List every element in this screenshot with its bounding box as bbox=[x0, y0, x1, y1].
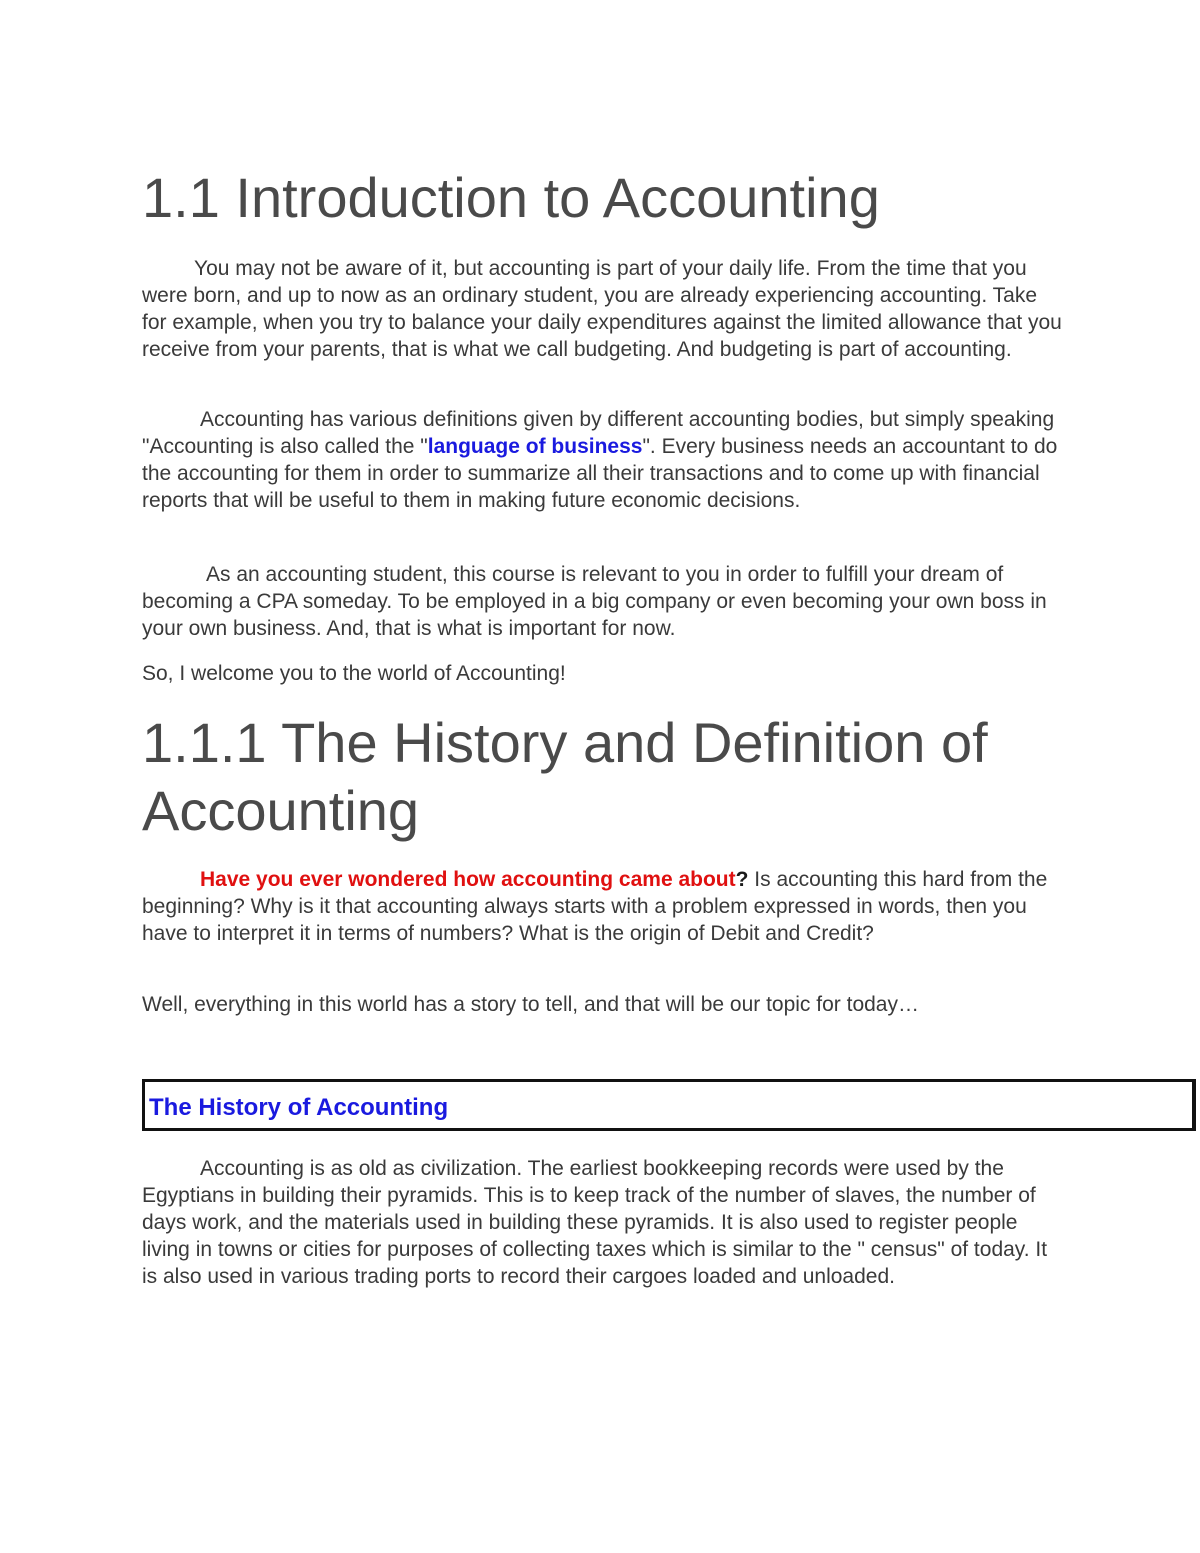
intro-paragraph-2-text-before: Accounting has various definitions given by different accounting bodies, but simply speaking "Accounting is also called the " bbox=[142, 408, 1055, 458]
intro-paragraph-1 bbox=[142, 255, 1062, 363]
history-paragraph-1 bbox=[142, 866, 1062, 947]
history-of-accounting-title: The History of Accounting bbox=[149, 1094, 449, 1121]
intro-paragraph-4: So, I welcome you to the world of Accounting! bbox=[142, 662, 566, 685]
intro-paragraph-2 bbox=[142, 406, 1062, 514]
section-heading-history-line-1: 1.1.1 The History and Definition of bbox=[142, 711, 988, 774]
intro-paragraph-3 bbox=[142, 561, 1062, 642]
history-paragraph-2: Well, everything in this world has a story to tell, and that will be our topic for today… bbox=[142, 993, 919, 1016]
history-of-accounting-box bbox=[142, 1079, 1196, 1131]
section-heading-introduction: 1.1 Introduction to Accounting bbox=[142, 166, 880, 229]
intro-paragraph-2-text-after: ". Every business needs an accountant to do the accounting for them in order to summarize all their transactions and to come up with financial reports that will be useful to them in making future economic decisions. bbox=[142, 435, 1058, 512]
intro-paragraph-3-text: As an accounting student, this course is relevant to you in order to fulfill your dream of becoming a CPA someday. To be employed in a big company or even becoming your own boss in your own business. And, that is what is important for now. bbox=[142, 563, 1047, 640]
question-mark: ? bbox=[735, 868, 749, 891]
wondered-question-highlight: Have you ever wondered how accounting came about bbox=[200, 868, 736, 891]
section-heading-history-line-2: Accounting bbox=[142, 779, 420, 842]
history-paragraph-1-text: Is accounting this hard from the beginning? Why is it that accounting always starts with a problem expressed in words, then you have to interpret it in terms of numbers? What is the origin of Debit and Credit? bbox=[142, 868, 1048, 945]
intro-paragraph-1-text: You may not be aware of it, but accounting is part of your daily life. From the time that you were born, and up to now as an ordinary student, you are already experiencing accounting. Take for example, when you try to balance your daily expenditures against the limited allowance that you receive from your parents, that is what we call budgeting. And budgeting is part of accounting. bbox=[142, 257, 1062, 361]
history-of-accounting-paragraph bbox=[142, 1155, 1062, 1290]
history-of-accounting-paragraph-text: Accounting is as old as civilization. The earliest bookkeeping records were used by the Egyptians in building their pyramids. This is to keep track of the number of slaves, the number of days work, and the materials used in building these pyramids. It is also used to register people living in towns or cities for purposes of collecting taxes which is similar to the " census" of today. It is also used in various trading ports to record their cargoes loaded and unloaded. bbox=[142, 1157, 1048, 1288]
language-of-business-highlight: language of business bbox=[427, 435, 643, 458]
